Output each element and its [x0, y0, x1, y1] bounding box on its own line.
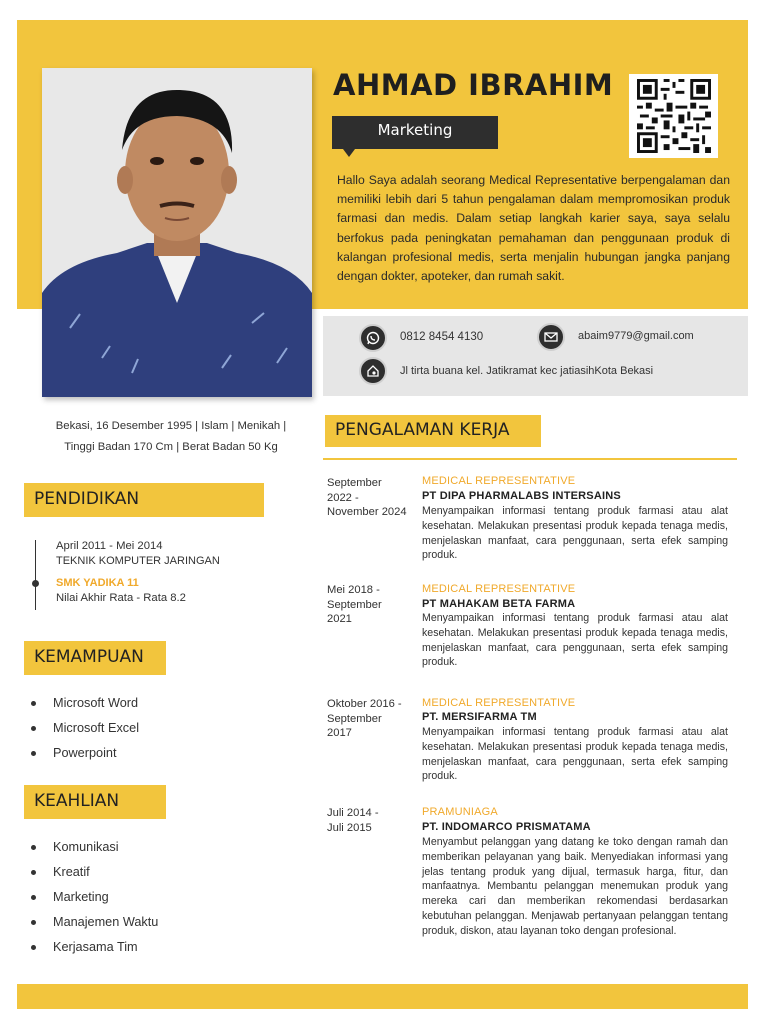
role-label-tail — [343, 149, 355, 157]
footer-band — [17, 984, 748, 1009]
abilities-list — [30, 695, 139, 770]
skill-item: Kerjasama Tim — [30, 939, 158, 964]
skill-item: Manajemen Waktu — [30, 914, 158, 939]
personal-info — [30, 416, 312, 458]
education-timeline-line — [35, 540, 36, 610]
candidate-name: AHMAD IBRAHIM — [333, 68, 614, 102]
job-title: MEDICAL REPRESENTATIVE — [422, 475, 576, 487]
job-title: MEDICAL REPRESENTATIVE — [422, 697, 576, 709]
home-address: Jl tirta buana kel. Jatikramat kec jatiasihKota Bekasi — [400, 365, 654, 377]
experience-divider — [323, 458, 737, 460]
skills-heading: KEAHLIAN — [24, 785, 166, 819]
whatsapp-icon — [359, 324, 387, 352]
role-label: Marketing — [332, 116, 498, 149]
education-grade: Nilai Akhir Rata - Rata 8.2 — [56, 592, 186, 604]
abilities-heading: KEMAMPUAN — [24, 641, 166, 675]
job-company: PT DIPA PHARMALABS INTERSAINS — [422, 490, 621, 502]
education-school: SMK YADIKA 11 — [56, 577, 139, 589]
experience-heading: PENGALAMAN KERJA — [325, 415, 541, 447]
job-date: September 2022 - November 2024 — [327, 477, 407, 519]
ability-item: Microsoft Word — [30, 695, 139, 720]
personal-info-line1: Bekasi, 16 Desember 1995 | Islam | Menikah | — [55, 420, 287, 432]
job-company: PT. INDOMARCO PRISMATAMA — [422, 821, 591, 833]
education-period: April 2011 - Mei 2014 — [56, 540, 163, 552]
skill-item: Komunikasi — [30, 839, 158, 864]
education-major: TEKNIK KOMPUTER JARINGAN — [56, 555, 220, 567]
job-title: MEDICAL REPRESENTATIVE — [422, 583, 576, 595]
profile-summary: Hallo Saya adalah seorang Medical Representative berpengalaman dan memiliki lebih dari 5 tahun pengalaman dalam mempromosikan produk farmasi dan medis. Dalam setiap langkah karier saya, saya selalu berfokus pada peningkatan pemahaman dan penggunaan produk di kalangan profesional medis, serta menjalin hubungan jangka panjang dengan dokter, apoteker, dan rumah sakit. — [337, 173, 730, 284]
home-location-icon — [359, 357, 387, 385]
job-description: Menyampaikan informasi tentang produk farmasi atau alat kesehatan. Melakukan presentasi produk kepada tenaga medis, menjelaskan manfaat, cara penggunaan, serta efek samping produk. — [422, 612, 728, 669]
envelope-icon — [537, 323, 565, 351]
skills-list — [30, 839, 158, 964]
contact-panel — [323, 316, 748, 396]
personal-info-line2: Tinggi Badan 170 Cm | Berat Badan 50 Kg — [64, 441, 278, 453]
job-company: PT MAHAKAM BETA FARMA — [422, 598, 576, 610]
job-description: Menyampaikan informasi tentang produk farmasi atau alat kesehatan. Melakukan presentasi produk kepada tenaga medis, menjelaskan manfaat, cara penggunaan, serta efek samping produk. — [422, 505, 728, 562]
education-heading: PENDIDIKAN — [24, 483, 264, 517]
job-description: Menyampaikan informasi tentang produk farmasi atau alat kesehatan. Melakukan presentasi produk kepada tenaga medis, menjelaskan manfaat, cara penggunaan, serta efek samping produk. — [422, 726, 728, 783]
ability-item: Microsoft Excel — [30, 720, 139, 745]
job-title: PRAMUNIAGA — [422, 806, 498, 818]
job-date: Oktober 2016 - September 2017 — [327, 698, 402, 740]
education-timeline-dot — [32, 580, 39, 587]
skill-item: Marketing — [30, 889, 158, 914]
job-date: Juli 2014 - Juli 2015 — [327, 807, 379, 834]
job-description: Menyambut pelanggan yang datang ke toko dengan ramah dan memberikan pelayanan yang baik. Menyediakan informasi yang jelas tentang produk yang dijual, termasuk harga, fitur, dan manfaatnya. Membantu pelanggan menemukan produk yang mereka cari dan memberikan rekomendasi berdasarkan kebutuhan pelanggan. Menjawab pertanyaan pelanggan tentang produk, diskon, atau layanan toko dengan profesional. — [422, 836, 728, 937]
phone-number: 0812 8454 4130 — [400, 331, 484, 343]
profile-photo — [42, 68, 312, 397]
job-company: PT. MERSIFARMA TM — [422, 711, 537, 723]
qr-code — [629, 74, 718, 158]
email-address: abaim9779@gmail.com — [578, 330, 694, 342]
skill-item: Kreatif — [30, 864, 158, 889]
job-date: Mei 2018 - September 2021 — [327, 584, 382, 626]
ability-item: Powerpoint — [30, 745, 139, 770]
